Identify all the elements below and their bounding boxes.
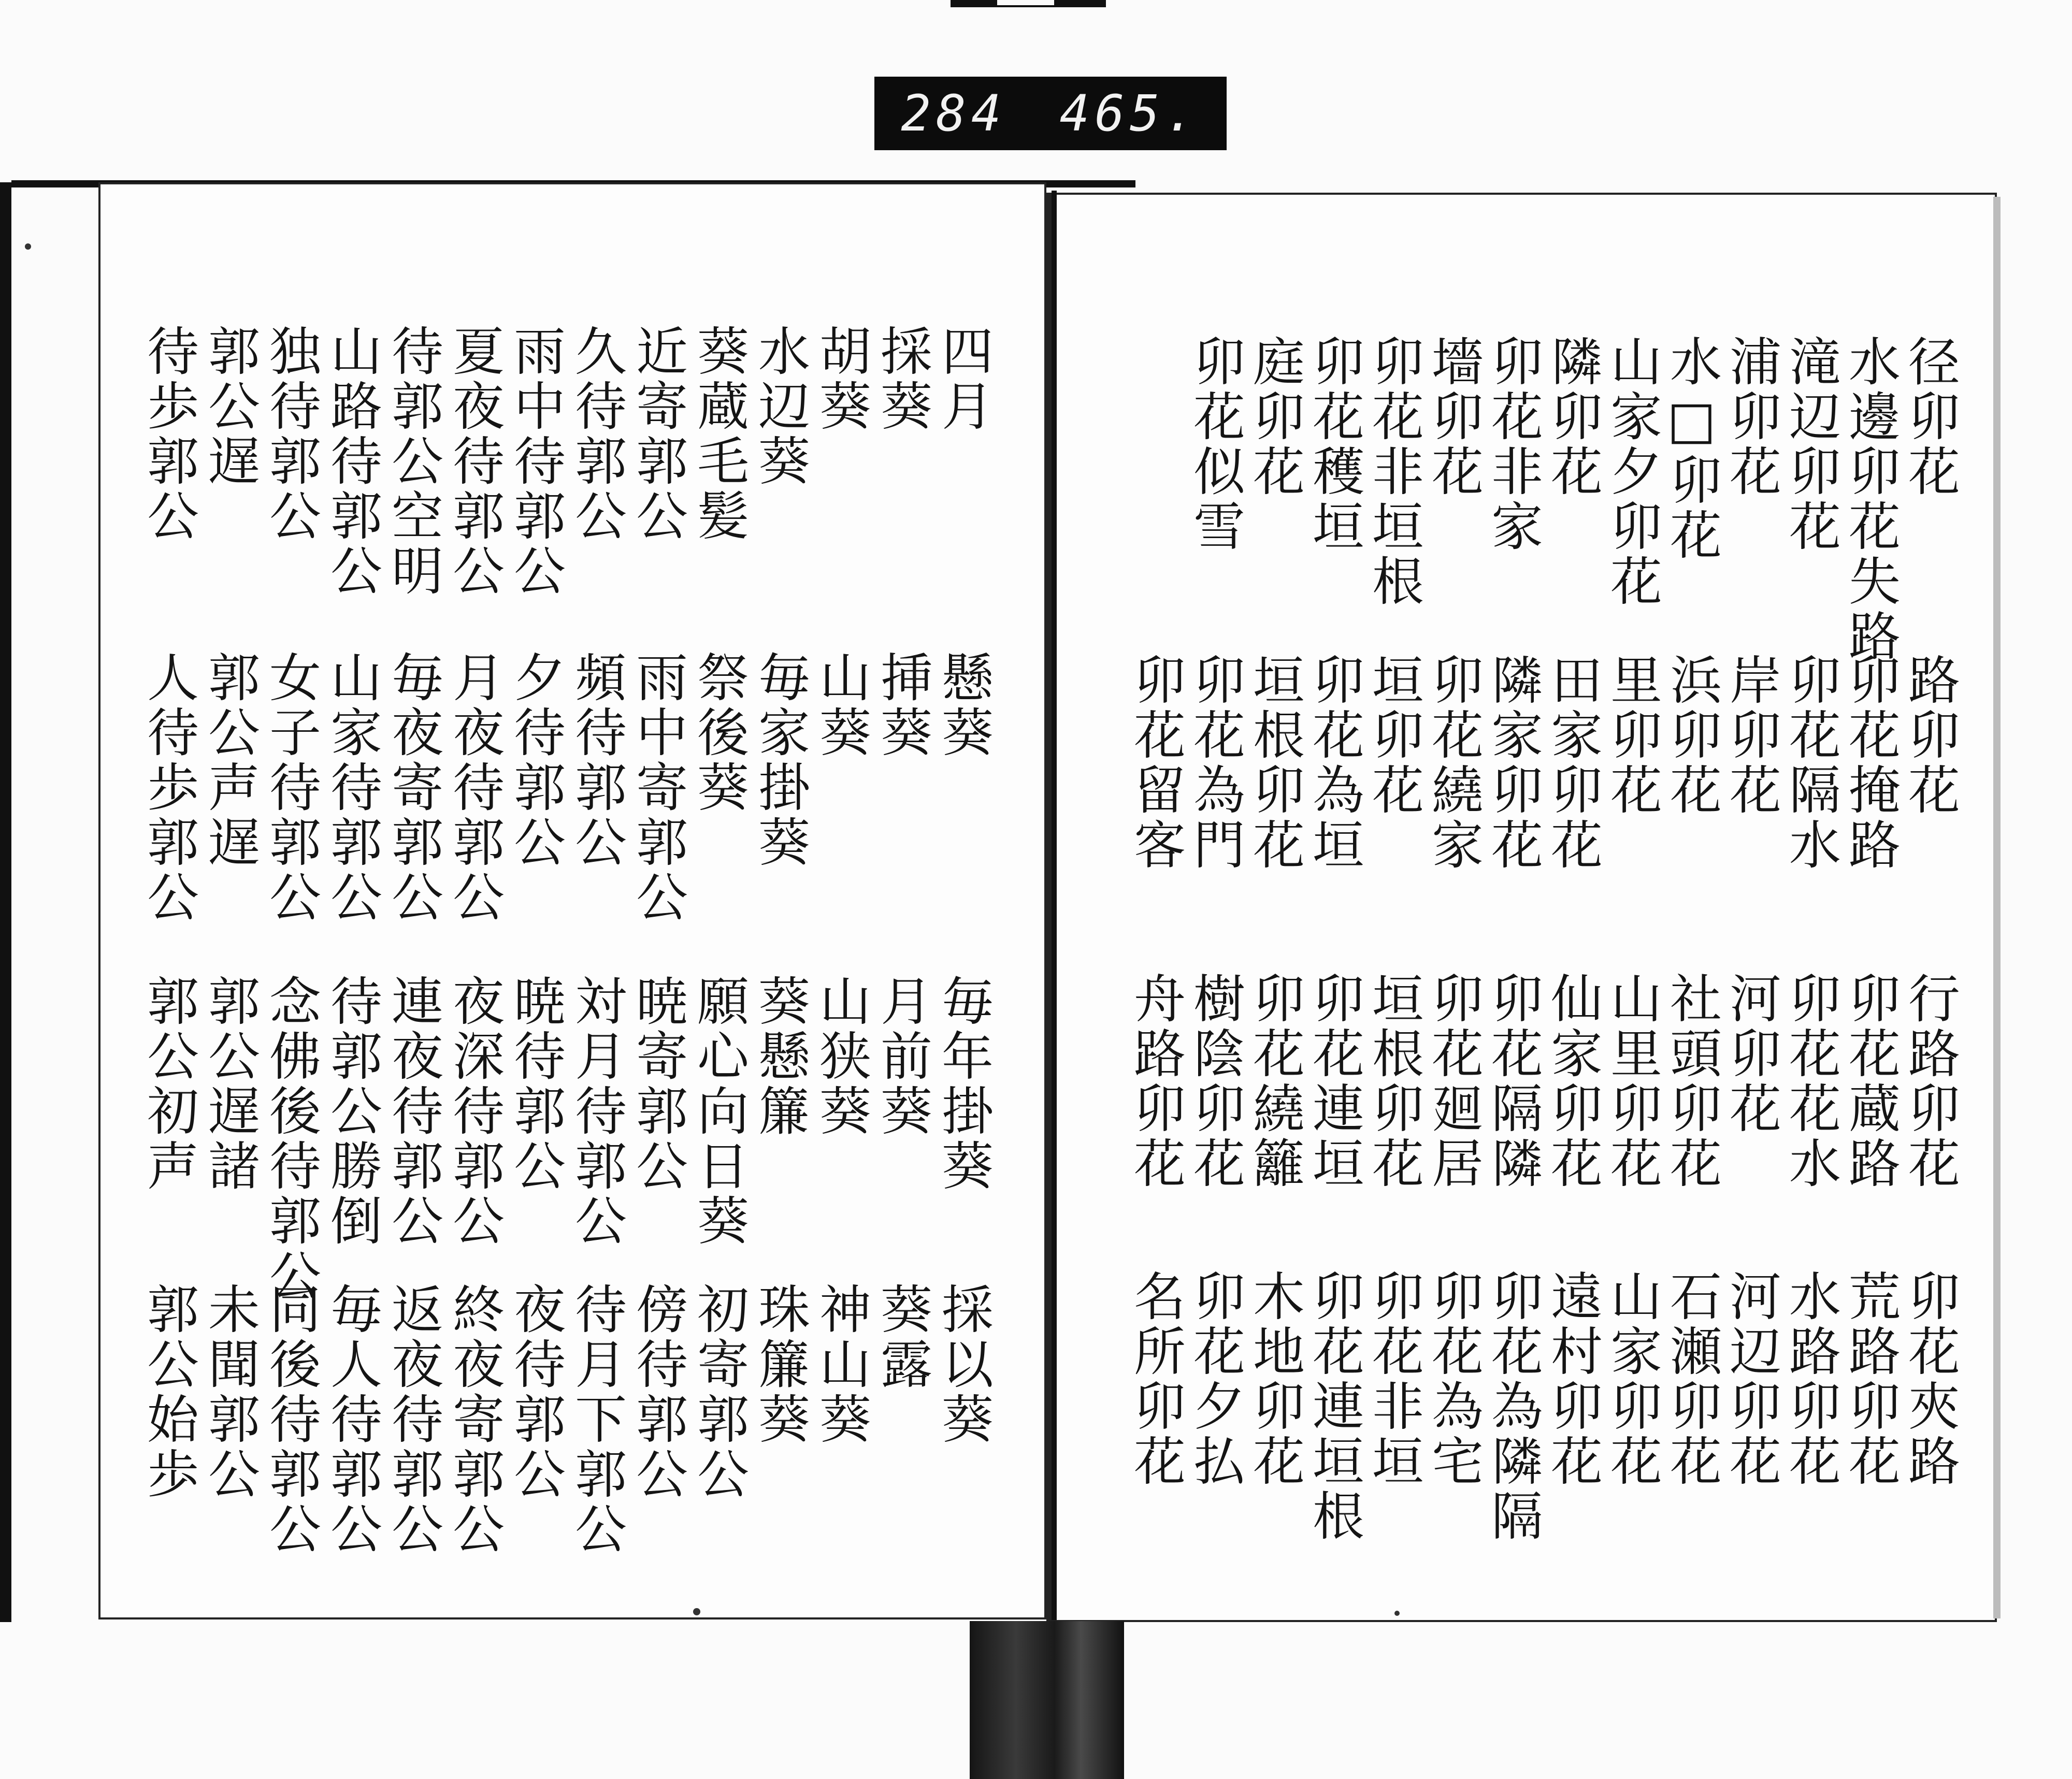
right-page-entry: 卯花廻居 xyxy=(1423,972,1484,1191)
left-page-entry: 月前葵 xyxy=(872,974,932,1139)
right-page-entry: 浦卯花 xyxy=(1721,335,1781,499)
right-page-entry: 山家卯花 xyxy=(1602,1269,1662,1489)
left-page-entry: 独待郭公 xyxy=(261,324,321,544)
right-page-entry: 岸卯花 xyxy=(1721,653,1781,818)
right-page-entry: 庭卯花 xyxy=(1244,335,1305,499)
right-page-entry: 垣卯花 xyxy=(1363,653,1424,818)
right-page-entry: 石瀬卯花 xyxy=(1661,1269,1722,1489)
left-page-entry: 夜深待郭公 xyxy=(444,974,505,1249)
right-page xyxy=(1046,193,1997,1622)
right-page-entry: 卯花花水 xyxy=(1780,972,1841,1191)
right-page-entry: 滝辺卯花 xyxy=(1780,335,1841,554)
left-page-entry: 郭公声遅 xyxy=(199,650,260,870)
left-page-entry: 初寄郭公 xyxy=(688,1282,749,1502)
left-page-entry: 同後待郭公 xyxy=(261,1282,321,1557)
right-page-entry: 卯花非家 xyxy=(1483,335,1543,554)
right-page-entry: 河辺卯花 xyxy=(1721,1269,1781,1489)
right-page-entry: 山家夕卯花 xyxy=(1602,335,1662,609)
book-spine xyxy=(1052,191,1057,1620)
right-page-entry: 卯花蔵路 xyxy=(1840,972,1901,1191)
right-page-entry: 隣家卯花 xyxy=(1483,653,1543,873)
left-page-entry: 水辺葵 xyxy=(750,324,810,489)
left-page-entry: 返夜待郭公 xyxy=(383,1282,443,1557)
right-page-entry: 遠村卯花 xyxy=(1542,1269,1603,1489)
left-page-entry: 月夜待郭公 xyxy=(444,650,505,925)
left-page-entry: 葵懸簾 xyxy=(750,974,810,1139)
right-page-edge xyxy=(1993,197,2001,1618)
right-page-entry: 田家卯花 xyxy=(1542,653,1603,873)
left-page-entry: 未聞郭公 xyxy=(199,1282,260,1502)
left-page-entry: 珠簾葵 xyxy=(750,1282,810,1447)
left-page-entry: 毎家掛葵 xyxy=(750,650,810,870)
left-page-entry: 人待歩郭公 xyxy=(138,650,199,925)
right-page-entry: 樹陰卯花 xyxy=(1185,972,1245,1191)
right-page-entry: 卯花連垣根 xyxy=(1304,1269,1364,1544)
left-page-entry: 毎年掛葵 xyxy=(933,974,994,1194)
right-page-entry: 行路卯花 xyxy=(1900,972,1960,1191)
right-page-entry: 卯花連垣 xyxy=(1304,972,1364,1191)
right-page-entry: 卯花非垣根 xyxy=(1363,335,1424,609)
right-page-entry: 卯花隔隣 xyxy=(1483,972,1543,1191)
right-page-entry: 垣根卯花 xyxy=(1363,972,1424,1191)
top-tab-notch xyxy=(997,0,1054,5)
right-page-entry: 隣卯花 xyxy=(1542,335,1603,499)
frame-number-left: 284 xyxy=(901,84,1006,142)
left-page-entry: 神山葵 xyxy=(811,1282,871,1447)
left-page-entry: 山葵 xyxy=(811,650,871,760)
right-page-entry: 木地卯花 xyxy=(1244,1269,1305,1489)
right-page-entry: 垣根卯花 xyxy=(1244,653,1305,873)
right-page-entry: 卯花為門 xyxy=(1185,653,1245,873)
right-page-entry: 卯花似雪 xyxy=(1185,335,1245,554)
left-page-entry: 山路待郭公 xyxy=(322,324,382,599)
right-page-entry: 水路卯花 xyxy=(1780,1269,1841,1489)
left-page-entry: 四月 xyxy=(933,324,994,434)
left-page-entry: 挿葵 xyxy=(872,650,932,760)
right-page-entry: 社頭卯花 xyxy=(1661,972,1722,1191)
left-page-entry: 山狭葵 xyxy=(811,974,871,1139)
right-page-entry: 名所卯花 xyxy=(1125,1269,1186,1489)
left-page-entry: 待月下郭公 xyxy=(566,1282,627,1557)
left-page-entry: 懸葵 xyxy=(933,650,994,760)
right-page-entry: 卯花隔水 xyxy=(1780,653,1841,873)
left-page-entry: 葵露 xyxy=(872,1282,932,1392)
right-page-entry: 卯花為隣隔 xyxy=(1483,1269,1543,1544)
left-page-entry: 待郭公勝倒 xyxy=(322,974,382,1249)
left-page-entry: 待歩郭公 xyxy=(138,324,199,544)
right-page-entry: 舟路卯花 xyxy=(1125,972,1186,1191)
left-page-entry: 夕待郭公 xyxy=(505,650,566,870)
speck xyxy=(25,243,31,250)
right-page-entry: 河卯花 xyxy=(1721,972,1781,1136)
left-page-entry: 山家待郭公 xyxy=(322,650,382,925)
left-page-entry: 毎夜寄郭公 xyxy=(383,650,443,925)
left-page-entry: 願心向日葵 xyxy=(688,974,749,1249)
left-page-entry: 胡葵 xyxy=(811,324,871,434)
left-page-entry: 暁待郭公 xyxy=(505,974,566,1194)
left-page-entry: 郭公遅諸 xyxy=(199,974,260,1194)
left-page-entry: 暁寄郭公 xyxy=(627,974,688,1194)
left-page-entry: 郭公初声 xyxy=(138,974,199,1194)
left-page-entry: 対月待郭公 xyxy=(566,974,627,1249)
right-page-entry: 卯花留客 xyxy=(1125,653,1186,873)
left-page-entry: 連夜待郭公 xyxy=(383,974,443,1249)
right-page-entry: 仙家卯花 xyxy=(1542,972,1603,1191)
right-page-entry: 卯花夾路 xyxy=(1900,1269,1960,1489)
left-page-entry: 女子待郭公 xyxy=(261,650,321,925)
left-page-entry: 雨中寄郭公 xyxy=(627,650,688,925)
right-page-entry: 水邊卯花失路 xyxy=(1840,335,1901,664)
right-page-entry: 卯花穫垣 xyxy=(1304,335,1364,554)
left-page-entry: 待郭公空明 xyxy=(383,324,443,599)
left-page-entry: 祭後葵 xyxy=(688,650,749,815)
speck xyxy=(1394,1611,1400,1616)
left-page-entry: 終夜寄郭公 xyxy=(444,1282,505,1557)
left-page-entry: 夜待郭公 xyxy=(505,1282,566,1502)
left-page-entry: 念佛後待郭公 xyxy=(261,974,321,1304)
left-page-entry: 頻待郭公 xyxy=(566,650,627,870)
right-page-entry: 山里卯花 xyxy=(1602,972,1662,1191)
right-page-entry: 卯花為宅 xyxy=(1423,1269,1484,1489)
left-page-entry: 郭公遅 xyxy=(199,324,260,489)
left-page-entry: 郭公始歩 xyxy=(138,1282,199,1502)
right-page-entry: 卯花繞家 xyxy=(1423,653,1484,873)
left-page-entry: 採以葵 xyxy=(933,1282,994,1447)
right-page-entry: 墻卯花 xyxy=(1423,335,1484,499)
right-page-entry: 里卯花 xyxy=(1602,653,1662,818)
left-page-entry: 葵蔵毛髪 xyxy=(688,324,749,544)
left-page-entry: 久待郭公 xyxy=(566,324,627,544)
left-page-entry: 傍待郭公 xyxy=(627,1282,688,1502)
right-page-entry: 卯花夕払 xyxy=(1185,1269,1245,1489)
left-page-entry: 夏夜待郭公 xyxy=(444,324,505,599)
right-page-entry: 卯花為垣 xyxy=(1304,653,1364,873)
left-page-entry: 近寄郭公 xyxy=(627,324,688,544)
right-page-entry: 荒路卯花 xyxy=(1840,1269,1901,1489)
left-page-entry: 採葵 xyxy=(872,324,932,434)
left-page-entry: 雨中待郭公 xyxy=(505,324,566,599)
speck xyxy=(693,1608,700,1615)
right-page-entry: 浜卯花 xyxy=(1661,653,1722,818)
left-page-entry: 毎人待郭公 xyxy=(322,1282,382,1557)
frame-number-label xyxy=(874,77,1227,150)
right-page-entry: 水□卯花 xyxy=(1661,335,1722,563)
right-page-entry: 卯花掩路 xyxy=(1840,653,1901,873)
bottom-mount xyxy=(970,1621,1124,1779)
right-page-entry: 卯花非垣 xyxy=(1363,1269,1424,1489)
right-page-entry: 卯花繞籬 xyxy=(1244,972,1305,1191)
right-page-entry: 路卯花 xyxy=(1900,653,1960,818)
right-page-entry: 径卯花 xyxy=(1900,335,1960,499)
left-page xyxy=(98,182,1046,1619)
left-edge-bar xyxy=(0,182,11,1622)
frame-number-right: 465. xyxy=(1059,84,1200,142)
